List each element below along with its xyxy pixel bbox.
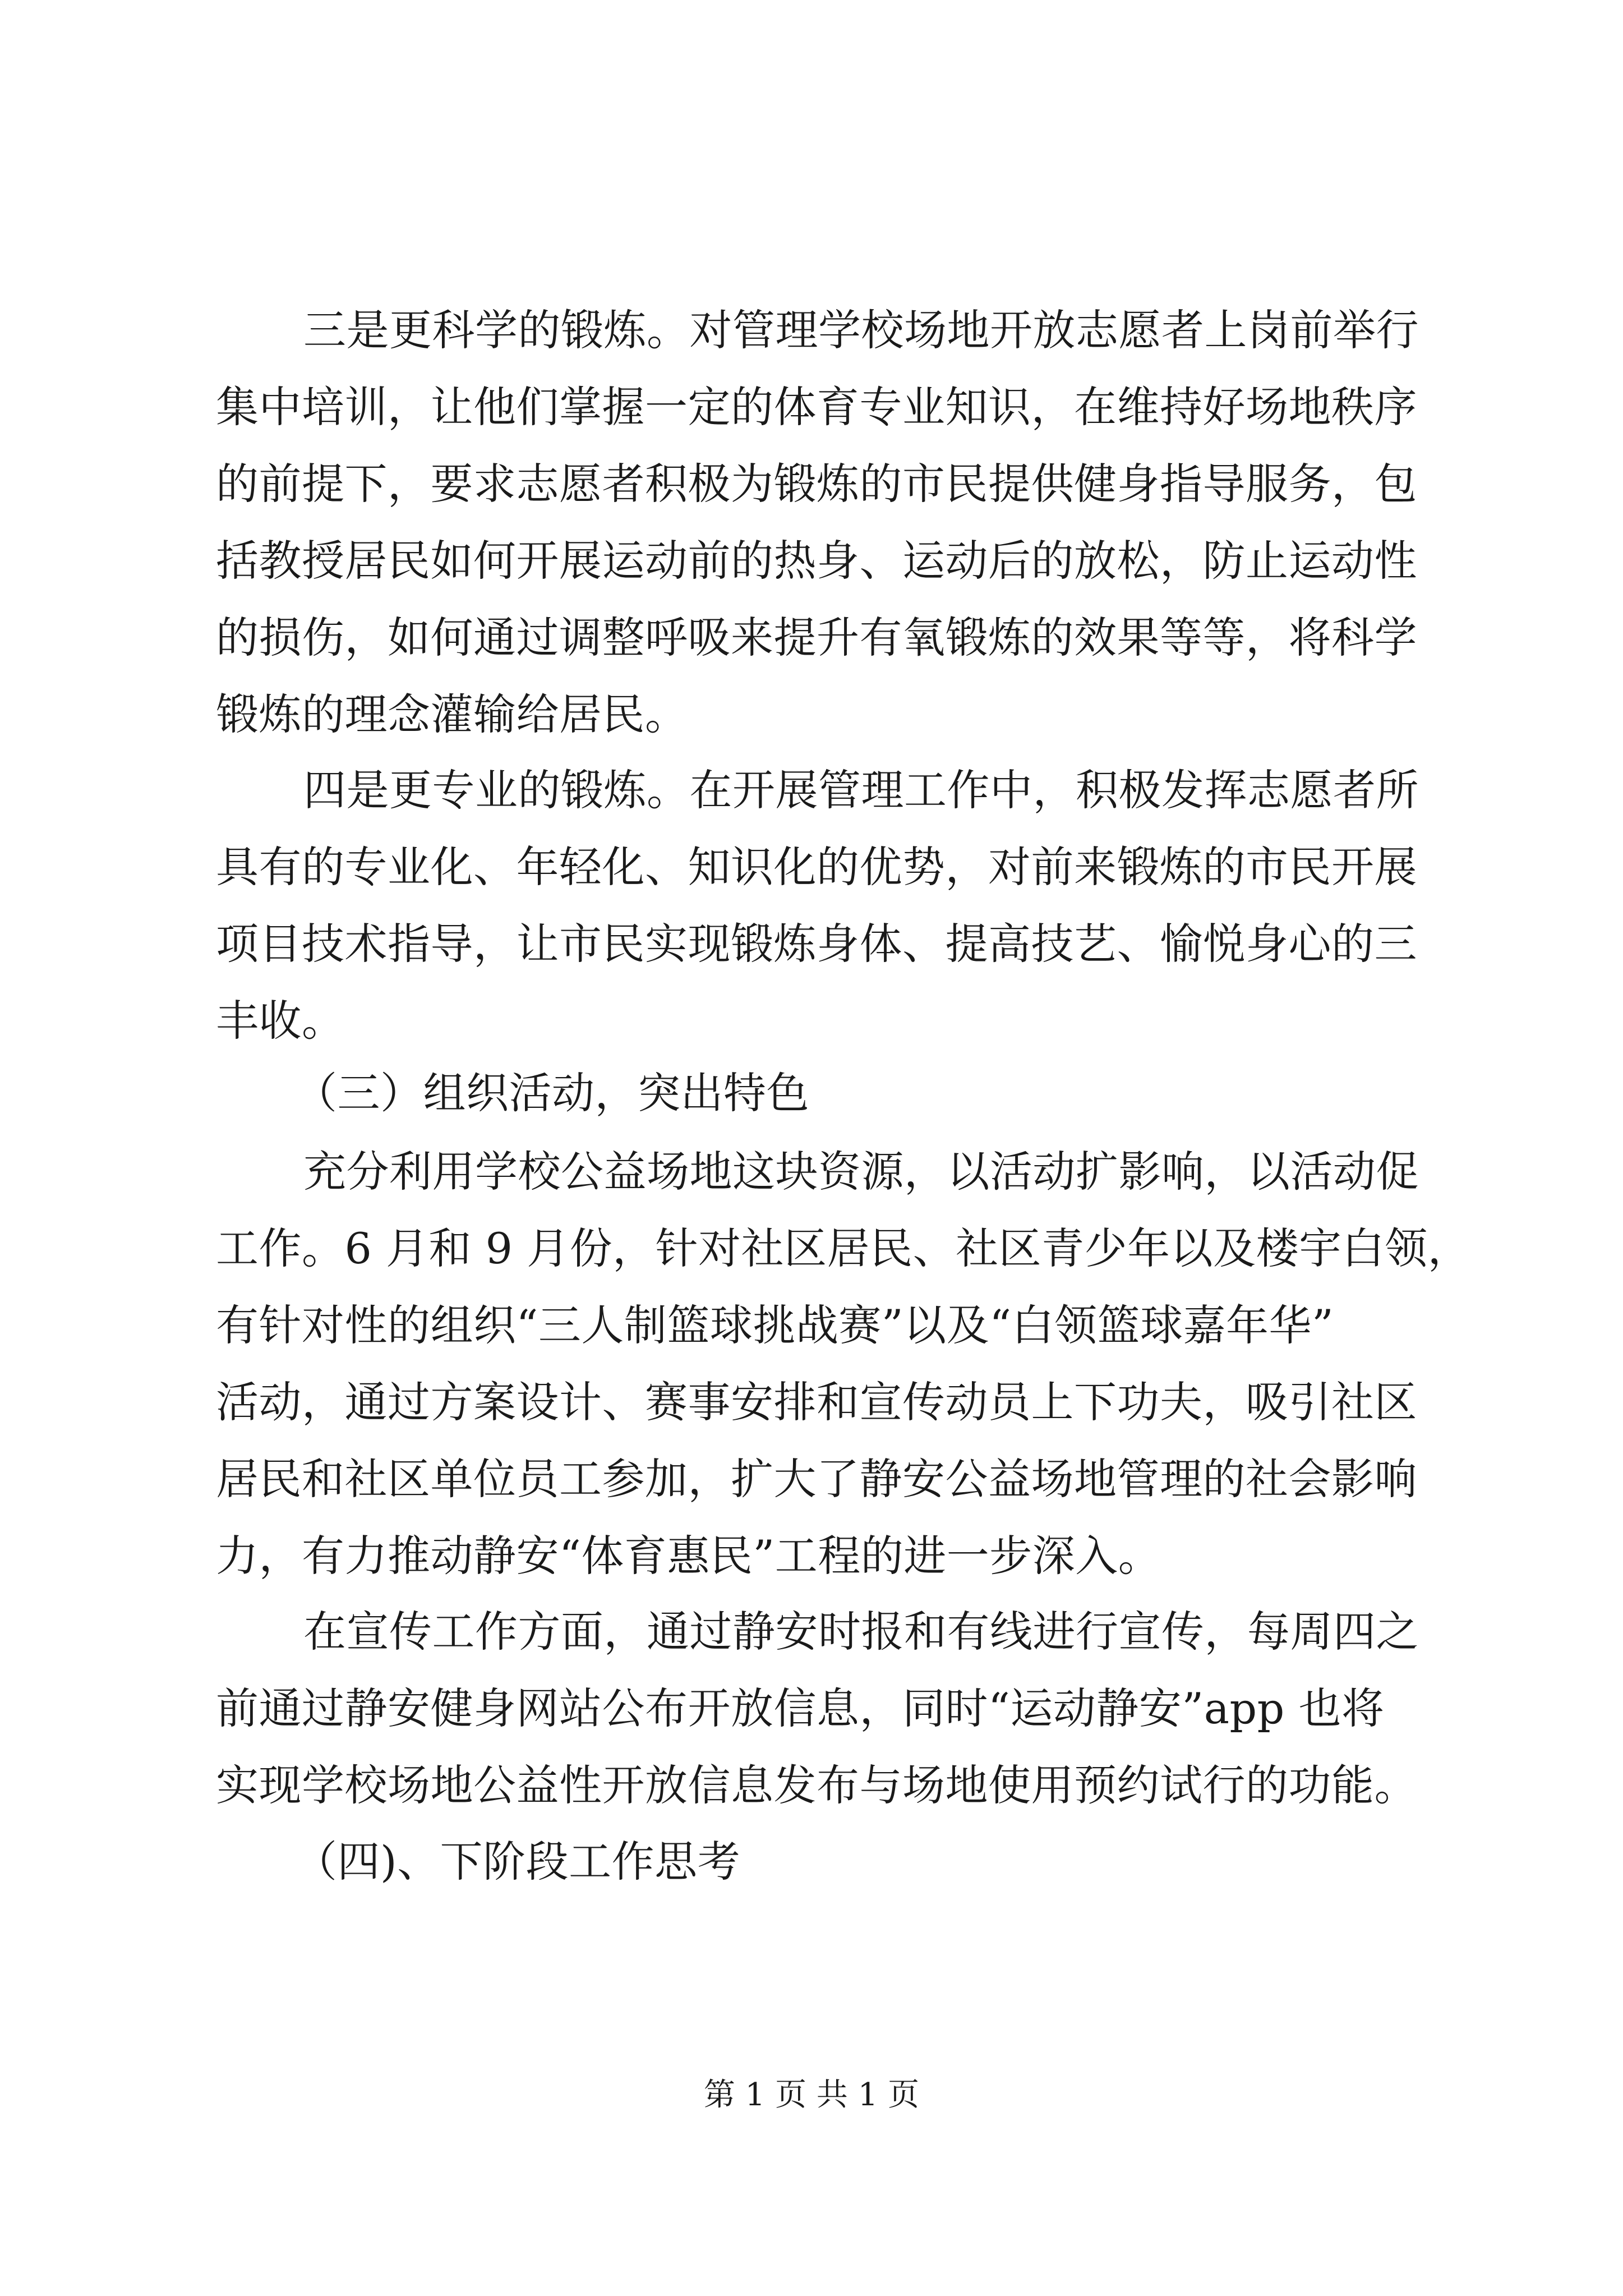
text-line: 丰收。 <box>216 996 345 1046</box>
section-heading: （三）组织活动，突出特色 <box>294 1068 809 1118</box>
text-line: 有针对性的组织“三人制篮球挑战赛”以及“白领篮球嘉年华” <box>216 1300 1334 1350</box>
section-heading-four <box>216 1823 1416 1917</box>
text-line: 的前提下，要求志愿者积极为锻炼的市民提供健身指导服务，包 <box>216 459 1417 509</box>
text-line: 四是更专业的锻炼。在开展管理工作中，积极发挥志愿者所 <box>303 765 1419 815</box>
page-footer: 第 1 页 共 1 页 <box>703 2077 920 2113</box>
paragraph-activities <box>216 1133 1471 1594</box>
paragraph-professional-exercise <box>216 752 1419 1059</box>
section-heading: （四)、下阶段工作思考 <box>294 1837 741 1887</box>
text-line: 括教授居民如何开展运动前的热身、运动后的放松，防止运动性 <box>216 536 1417 586</box>
text-line: 充分利用学校公益场地这块资源，以活动扩影响，以活动促 <box>303 1147 1419 1197</box>
text-line: 力，有力推动静安“体育惠民”工程的进一步深入。 <box>216 1531 1161 1581</box>
text-line: 项目技术指导，让市民实现锻炼身体、提高技艺、愉悦身心的三 <box>216 919 1417 969</box>
paragraph-scientific-exercise <box>216 292 1419 753</box>
text-line: 三是更科学的锻炼。对管理学校场地开放志愿者上岗前举行 <box>303 305 1419 355</box>
text-line: 的损伤，如何通过调整呼吸来提升有氧锻炼的效果等等，将科学 <box>216 613 1417 662</box>
text-line: 在宣传工作方面，通过静安时报和有线进行宣传，每周四之 <box>303 1607 1419 1657</box>
text-line: 具有的专业化、年轻化、知识化的优势，对前来锻炼的市民开展 <box>216 842 1417 892</box>
text-line: 集中培训，让他们掌握一定的体育专业知识，在维持好场地秩序 <box>216 382 1417 432</box>
text-line: 工作。6 月和 9 月份，针对社区居民、社区青少年以及楼宇白领， <box>216 1223 1471 1273</box>
section-heading-three <box>216 1055 1416 1131</box>
text-line: 锻炼的理念灌输给居民。 <box>216 689 688 739</box>
text-line: 前通过静安健身网站公布开放信息，同时“运动静安”app 也将 <box>216 1683 1385 1733</box>
text-line: 实现学校场地公益性开放信息发布与场地使用预约试行的功能。 <box>216 1760 1417 1810</box>
text-line: 居民和社区单位员工参加，扩大了静安公益场地管理的社会影响 <box>216 1454 1417 1504</box>
text-line: 活动，通过方案设计、赛事安排和宣传动员上下功夫，吸引社区 <box>216 1377 1417 1427</box>
paragraph-publicity <box>216 1593 1419 1824</box>
